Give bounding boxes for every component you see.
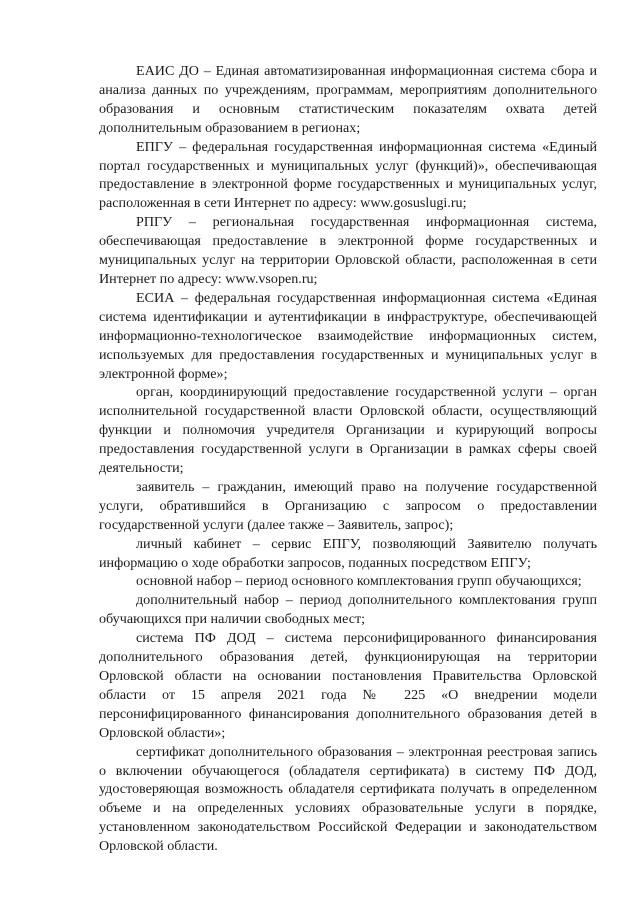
paragraph-esia: ЕСИА – федеральная государственная информационная система «Единая система идентификации и аутентификации в инфраструктуре, обеспечивающей информационно-технологическое взаимодействие информационных систем, используемых для предоставления государственных и муниципальных услуг в электронной форме»;	[99, 289, 597, 382]
paragraph-coordinating-body: орган, координирующий предоставление государственной услуги – орган исполнительной государственной власти Орловской области, осуществляющий функции и полномочия учредителя Организации и курирующий вопросы предоставления государственной услуги в Организации в рамках сферы своей деятельности;	[99, 384, 597, 477]
paragraph-main-enrollment: основной набор – период основного комплектования групп обучающихся;	[136, 573, 582, 590]
paragraph-applicant: заявитель – гражданин, имеющий право на получение государственной услуги, обратившийся в Организацию с запросом о предоставлении государственной услуги (далее также – Заявитель, запрос);	[99, 478, 597, 533]
document-body	[99, 62, 597, 856]
paragraph-certificate: сертификат дополнительного образования – электронная реестровая запись о включении обучающегося (обладателя сертификата) в систему ПФ ДОД, удостоверяющая возможность обладателя сертификата получать в определенном объеме и на определенных условиях образовательные услуги в порядке, установленном законодательством Российской Федерации и законодательством Орловской области.	[99, 743, 597, 855]
paragraph-personal-account: личный кабинет – сервис ЕПГУ, позволяющий Заявителю получать информацию о ходе обработки запросов, поданных посредством ЕПГУ;	[99, 535, 597, 571]
paragraph-additional-enrollment: дополнительный набор – период дополнительного комплектования групп обучающихся при наличии свободных мест;	[99, 592, 597, 628]
paragraph-pf-dod-system: система ПФ ДОД – система персонифицированного финансирования дополнительного образования детей, функционирующая на территории Орловской области на основании постановления Правительства Орловской области от 15 апреля 2021 года № 225 «О внедрении модели персонифицированного финансирования дополнительного образования детей в Орловской области»;	[99, 630, 597, 741]
paragraph-rpgu: РПГУ – региональная государственная информационная система, обеспечивающая предоставление в электронной форме государственных и муниципальных услуг на территории Орловской области, расположенная в сети Интернет по адресу: www.vsopen.ru;	[99, 214, 597, 287]
paragraph-epgu: ЕПГУ – федеральная государственная информационная система «Единый портал государственных и муниципальных услуг (функций)», обеспечивающая предоставление в электронной форме государственных и муниципальных услуг, расположенная в сети Интернет по адресу: www.gosuslugi.ru;	[99, 138, 597, 212]
paragraph-eais-do: ЕАИС ДО – Единая автоматизированная информационная система сбора и анализа данных по учреждениям, программам, мероприятиям дополнительного образования и основным статистическим показателям охвата детей дополнительным образованием в регионах;	[99, 63, 597, 136]
